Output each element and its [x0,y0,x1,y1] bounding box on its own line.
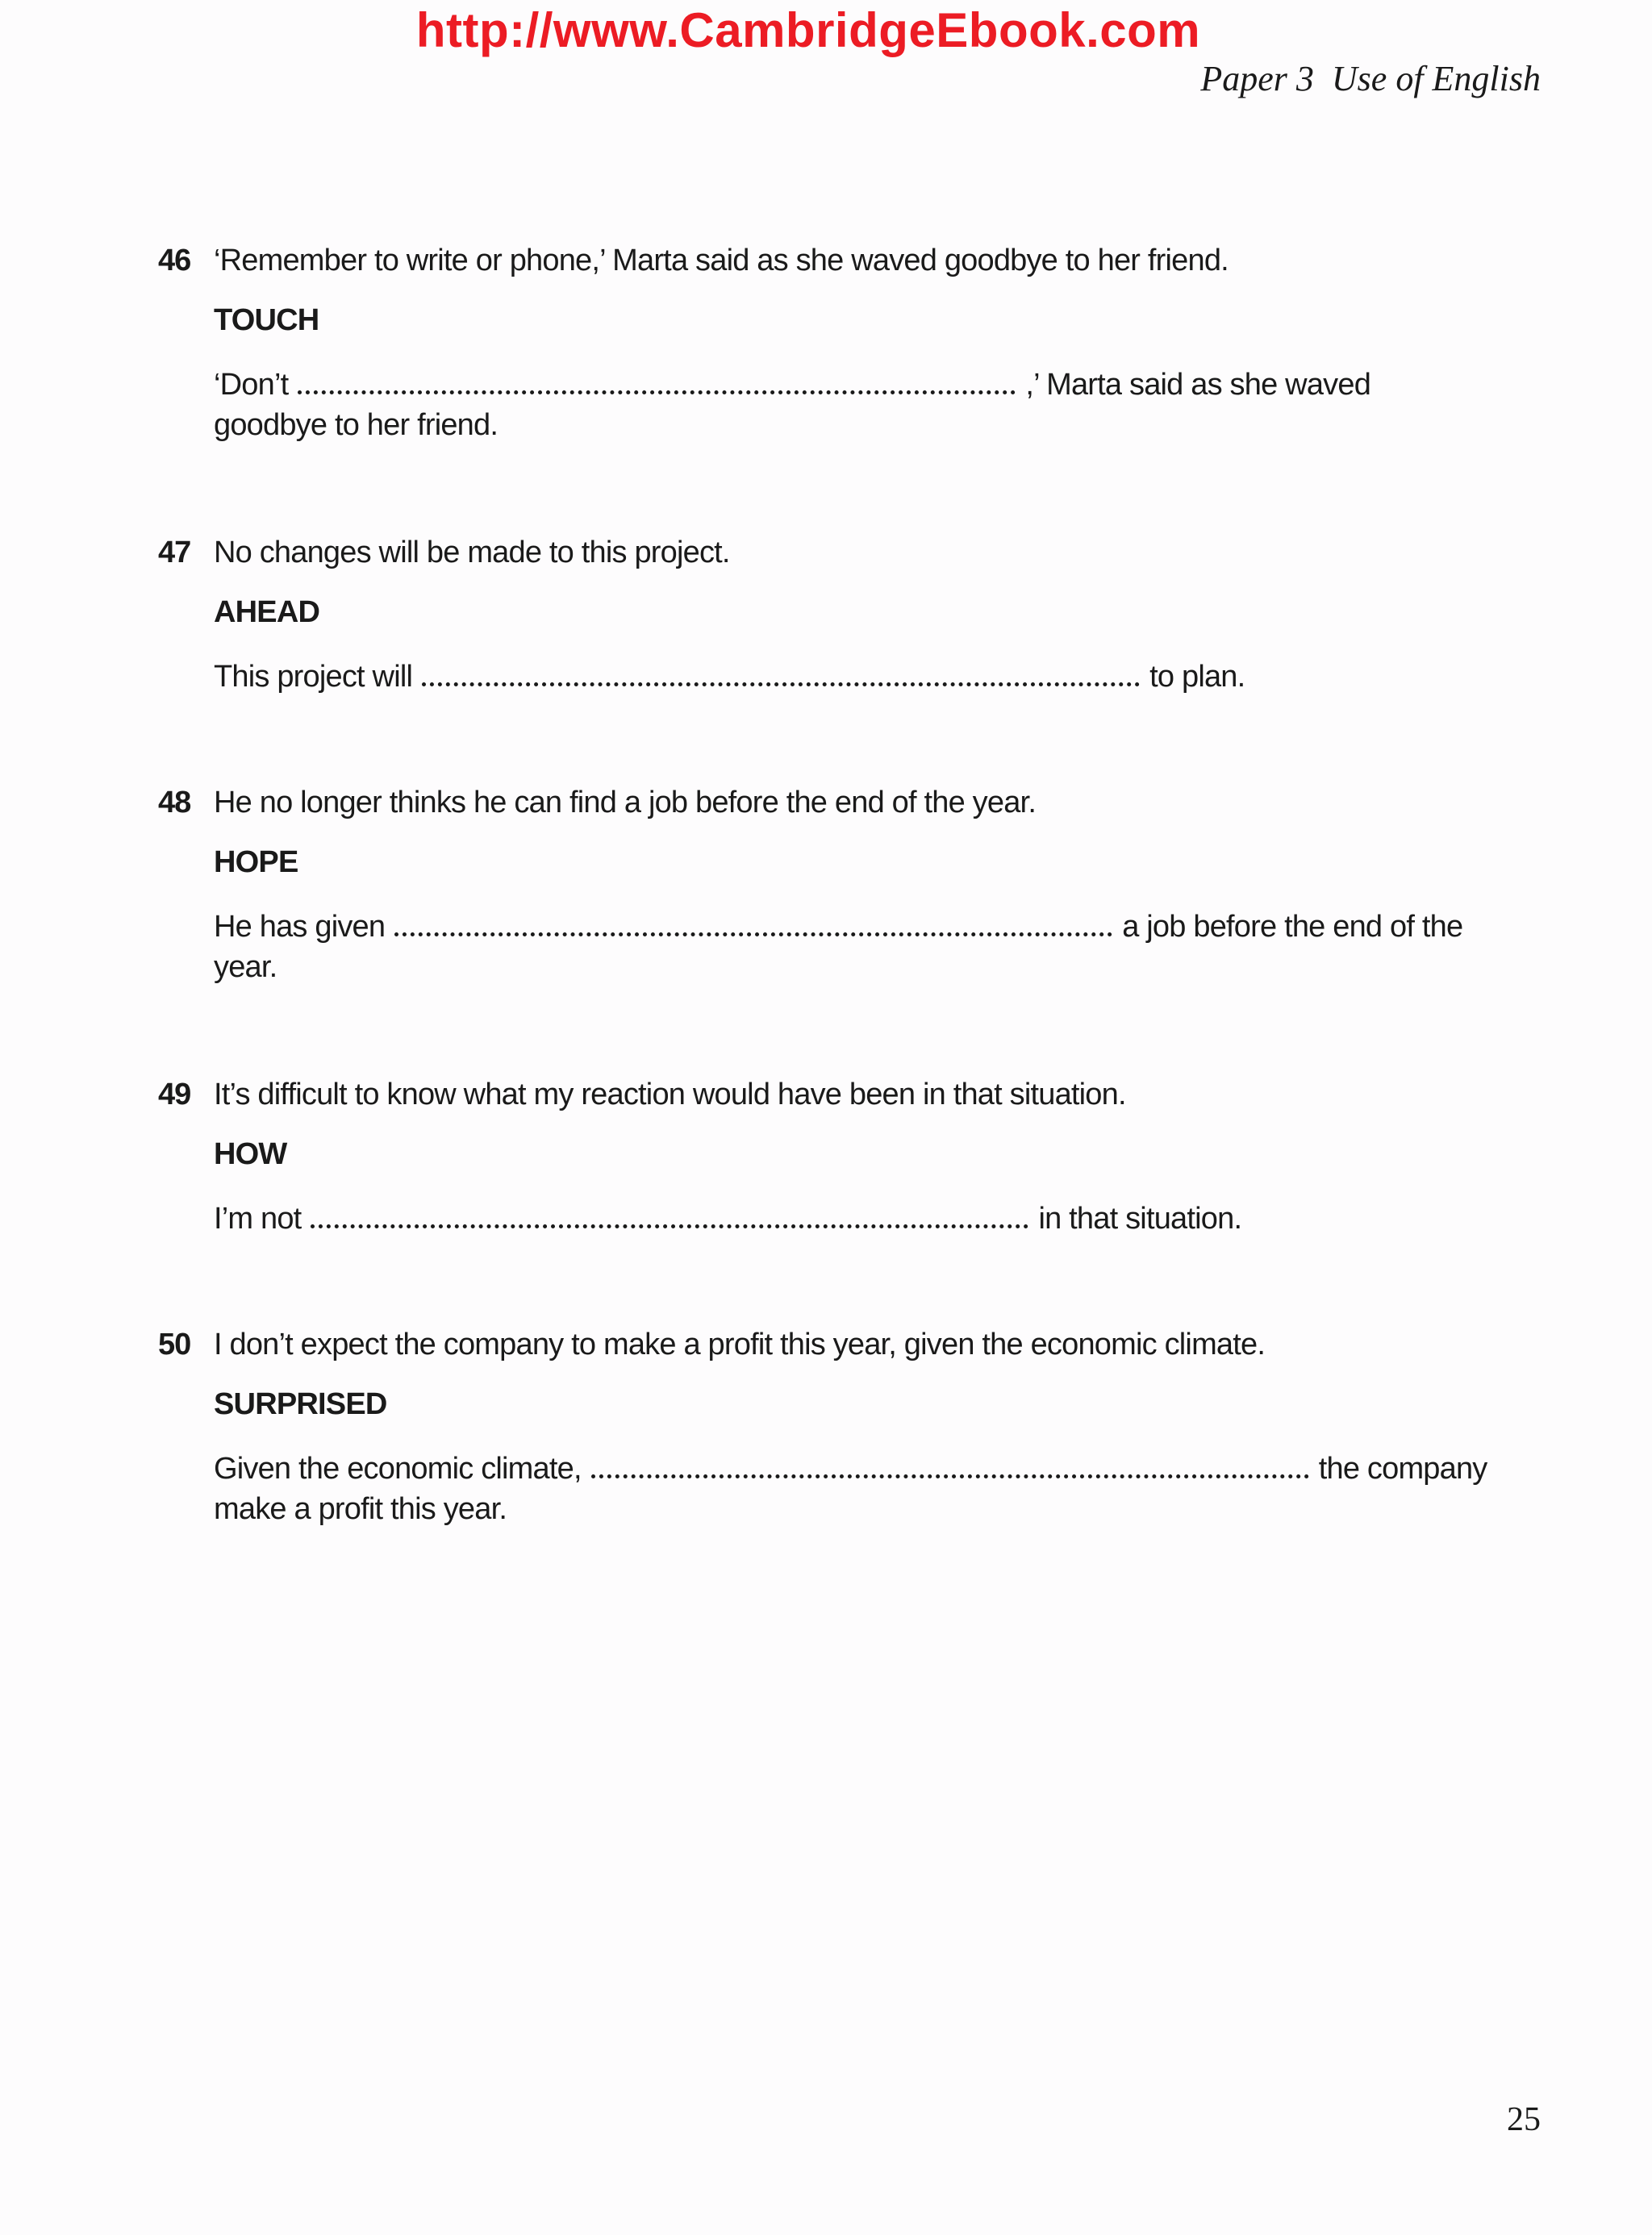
question-keyword: HOW [214,1137,287,1171]
answer-continuation: make a profit this year. [214,1492,507,1526]
question-number: 46 [158,244,191,277]
question-sentence: No changes will be made to this project. [214,536,730,569]
answer-prefix: I’m not [214,1202,302,1236]
answer-blank[interactable] [298,384,1016,394]
watermark-url: http://www.CambridgeEbook.com [415,3,1201,57]
answer-blank[interactable] [422,676,1140,686]
running-head [1200,56,1541,102]
answer-continuation: goodbye to her friend. [214,408,499,442]
paper-label: Paper 3 [1200,59,1314,98]
answer-blank[interactable] [311,1218,1028,1228]
answer-line [214,657,1553,697]
question-keyword: AHEAD [214,595,320,629]
answer-suffix: the company [1318,1452,1487,1486]
question-keyword: SURPRISED [214,1387,387,1421]
answer-line [214,365,1553,445]
question-number: 49 [158,1078,191,1111]
question-sentence: It’s difficult to know what my reaction would have been in that situation. [214,1078,1126,1111]
answer-prefix: He has given [214,910,386,944]
answer-blank[interactable] [394,926,1112,936]
question-number: 48 [158,786,191,819]
answer-line [214,1199,1553,1239]
answer-line [214,1449,1553,1529]
answer-suffix: a job before the end of the [1122,910,1463,944]
question-number: 47 [158,536,191,569]
question-sentence: I don’t expect the company to make a profit this year, given the economic climate. [214,1328,1266,1361]
question-sentence: ‘Remember to write or phone,’ Marta said as she waved goodbye to her friend. [214,244,1229,277]
question-keyword: TOUCH [214,303,319,337]
section-label: Use of English [1331,59,1541,98]
question-sentence: He no longer thinks he can find a job before the end of the year. [214,786,1037,819]
answer-continuation: year. [214,950,277,984]
answer-blank[interactable] [591,1468,1309,1478]
answer-suffix: to plan. [1149,660,1245,694]
question-keyword: HOPE [214,845,298,879]
answer-prefix: Given the economic climate, [214,1452,582,1486]
answer-suffix: in that situation. [1038,1202,1242,1236]
page-number: 25 [1507,2101,1541,2138]
answer-prefix: ‘Don’t [214,368,289,402]
question-number: 50 [158,1328,191,1361]
answer-suffix: ,’ Marta said as she waved [1025,368,1371,402]
answer-prefix: This project will [214,660,413,694]
answer-line [214,907,1553,987]
